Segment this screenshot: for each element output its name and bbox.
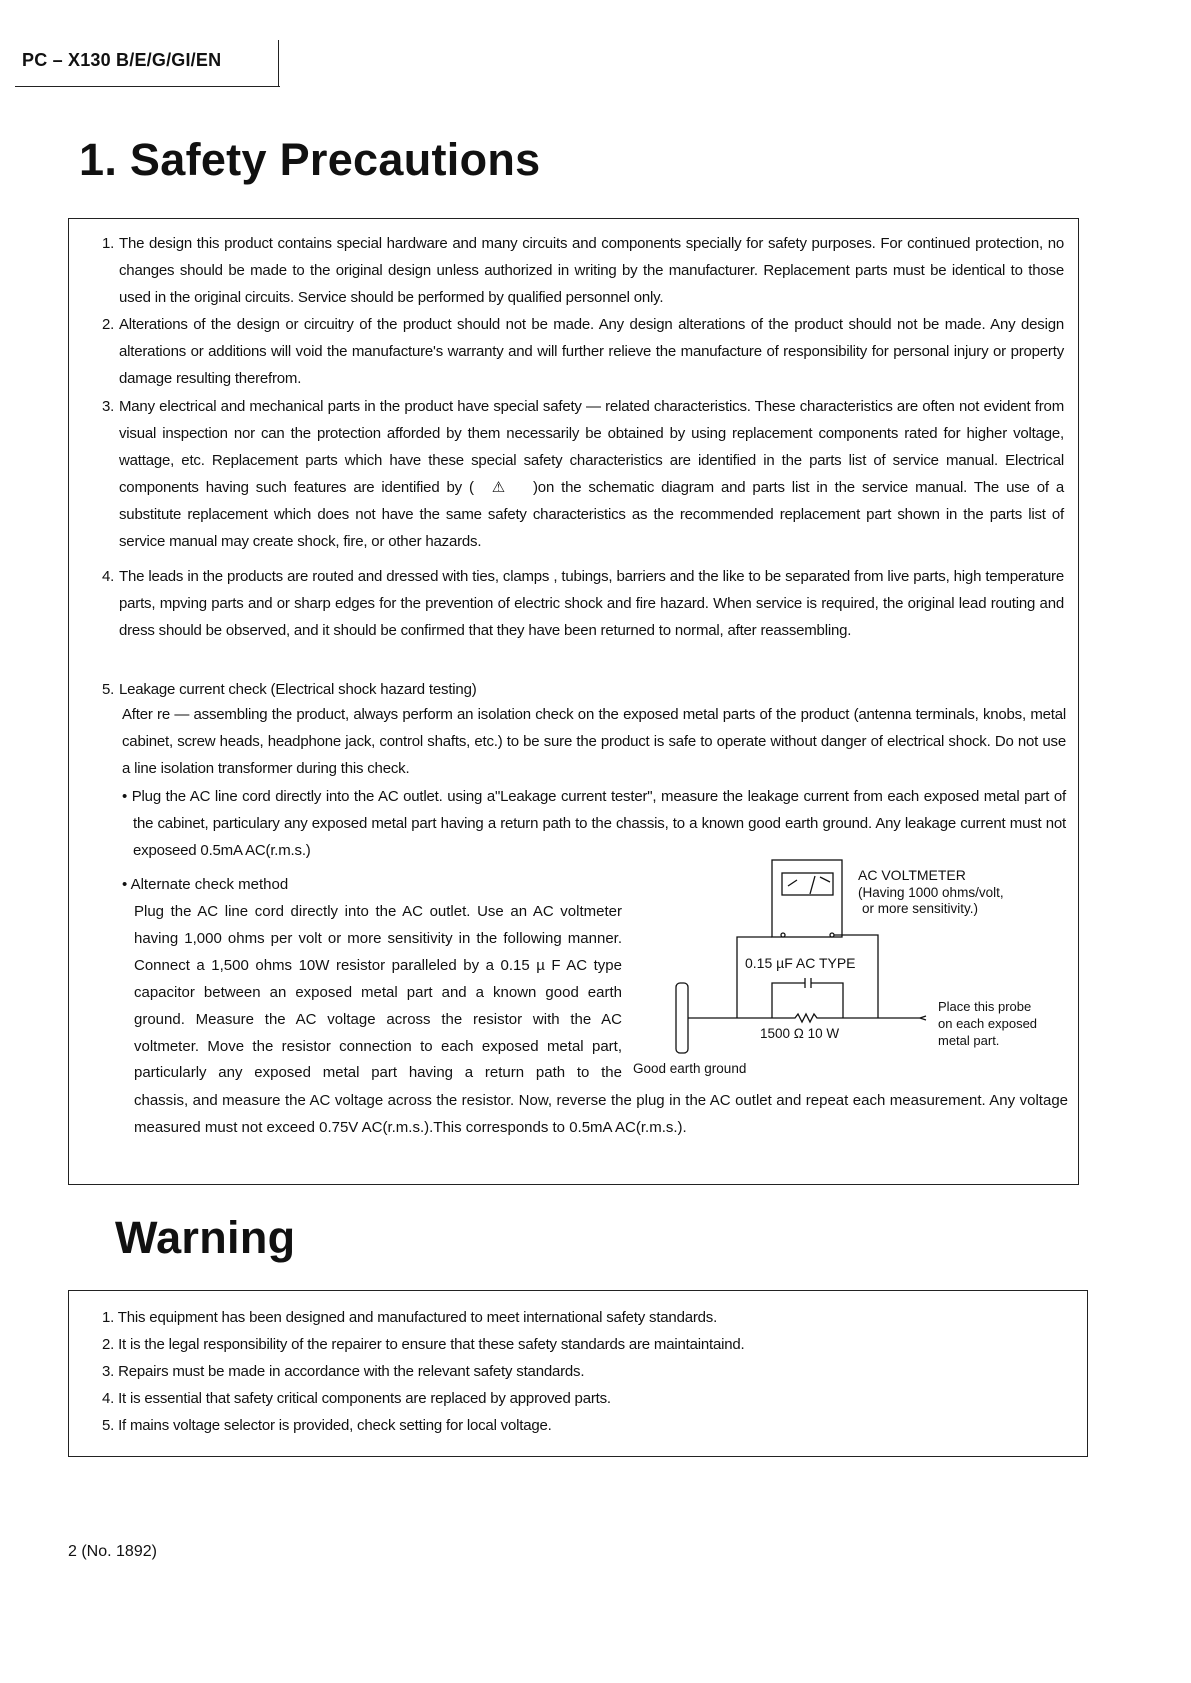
page-title: 1. Safety Precautions xyxy=(79,134,541,185)
item-text: Leakage current check (Electrical shock hazard testing) xyxy=(119,681,477,698)
warning-item: 4. It is essential that safety critical components are replaced by approved parts. xyxy=(102,1390,611,1407)
probe-note: Place this probe xyxy=(938,999,1032,1014)
warning-triangle-icon: ⚠ xyxy=(491,478,506,496)
leakage-intro: After re — assembling the product, always perform an isolation check on the exposed metal parts of the product (antenna terminals, knobs, metal cabinet, screw heads, headphone jack, control shafts, etc.) to be sure the product is safe to operate without danger of electrical shock. Do not use a line isolation transformer during this check. xyxy=(122,706,1066,777)
voltmeter-needle-icon xyxy=(788,876,830,894)
warning-item: 3. Repairs must be made in accordance with the relevant safety standards. xyxy=(102,1363,585,1380)
alternate-method-label: • Alternate check method xyxy=(122,876,289,893)
alternate-method-text-continued: chassis, and measure the AC voltage across the resistor. Now, reverse the plug in the AC outlet and repeat each measurement. Any voltage measured must not exceed 0.75V AC(r.m.s.).This corresponds to 0.5mA AC(r.m.s.). xyxy=(134,1092,1068,1136)
voltmeter-face-icon xyxy=(782,873,833,895)
wire-right xyxy=(834,935,878,1018)
item-number: 2. xyxy=(102,316,115,333)
warning-item: 1. This equipment has been designed and manufactured to meet international safety standards. xyxy=(102,1309,718,1326)
model-header: PC – X130 B/E/G/GI/EN xyxy=(22,50,222,70)
page-number: 2 (No. 1892) xyxy=(68,1543,157,1560)
wire-left xyxy=(737,937,772,1018)
warning-item: 5. If mains voltage selector is provided, check setting for local voltage. xyxy=(102,1417,552,1434)
voltmeter-body xyxy=(772,860,842,937)
voltmeter-label: AC VOLTMETER xyxy=(858,867,966,883)
item-text: The design this product contains special hardware and many circuits and components specially for safety purposes. For continued protection, no changes should be made to the original design unless authorized in writing by the manufacturer. Replacement parts must be identical to those used in the original circuits. Service should be performed by qualified personnel only. xyxy=(119,235,1064,306)
probe-tip-icon xyxy=(920,1016,926,1020)
capacitor-label: 0.15 µF AC TYPE xyxy=(745,955,856,971)
ground-label: Good earth ground xyxy=(633,1061,747,1076)
warning-item: 2. It is the legal responsibility of the repairer to ensure that these safety standards are maintaintaind. xyxy=(102,1336,745,1353)
item-number: 5. xyxy=(102,681,115,698)
resistor-label: 1500 Ω 10 W xyxy=(760,1026,840,1041)
item-number: 3. xyxy=(102,398,115,415)
probe-note: on each exposed xyxy=(938,1016,1038,1031)
leakage-bullet-tester: • Plug the AC line cord directly into the AC outlet. using a"Leakage current tester", measure the leakage current from each exposed metal part of the cabinet, particulary any exposed metal part having a return path to the chassis, to a known good earth ground. Any leakage current must not exposeed 0.5mA AC(r.m.s.) xyxy=(122,788,1066,859)
ground-rod xyxy=(676,983,688,1053)
item-text: Alterations of the design or circuitry of the product should not be made. Any design alterations of the product should not be made. Any design alterations or additions will void the manufacture's warranty and will further relieve the manufacture of responsibility for personal injury or property damage resulting therefrom. xyxy=(119,316,1064,387)
alternate-method-text: Plug the AC line cord directly into the AC outlet. Use an AC voltmeter having 1,000 ohms per volt or more sensitivity in the following manner. Connect a 1,500 ohms 10W resistor paralleled by a 0.15 µ F AC type capacitor between an exposed metal part and a known good earth ground. Measure the AC voltage across the resistor with the AC voltmeter. Move the resistor connection to each exposed metal part, particularly any exposed metal part having a return path to the xyxy=(134,903,622,1082)
warning-title: Warning xyxy=(115,1212,296,1263)
item-number: 1. xyxy=(102,235,115,252)
capacitor-branch xyxy=(772,983,843,1018)
resistor-line xyxy=(688,1014,920,1022)
probe-note: metal part. xyxy=(938,1033,1000,1048)
item-text: Many electrical and mechanical parts in the product have special safety — related characteristics. These characteristics are often not evident from visual inspection nor can the protection afforded by them necessarily be obtained by using replacement components rated for higher voltage, wattage, etc. Replacement parts which have these special safety characteristics are identified in the parts list of service manual. Electrical components having such features are identified by ( ⚠ )on the schematic diagram and parts list in the service manual. The use of a substitute replacement which does not have the same safety characteristics as the recommended replacement part shown in the parts list of service manual may create shock, fire, or other hazards. xyxy=(119,398,1064,550)
item-text: The leads in the products are routed and dressed with ties, clamps , tubings, barriers and the like to be separated from live parts, high temperature parts, mpving parts and or sharp edges for the prevention of electric shock and fire hazard. When service is required, the original lead routing and dress should be observed, and it should be confirmed that they have been returned to normal, after reassembling. xyxy=(119,568,1064,639)
item-number: 4. xyxy=(102,568,115,585)
voltmeter-note: (Having 1000 ohms/volt, xyxy=(858,885,1004,900)
voltmeter-note: or more sensitivity.) xyxy=(862,901,979,916)
capacitor-symbol xyxy=(805,978,811,988)
